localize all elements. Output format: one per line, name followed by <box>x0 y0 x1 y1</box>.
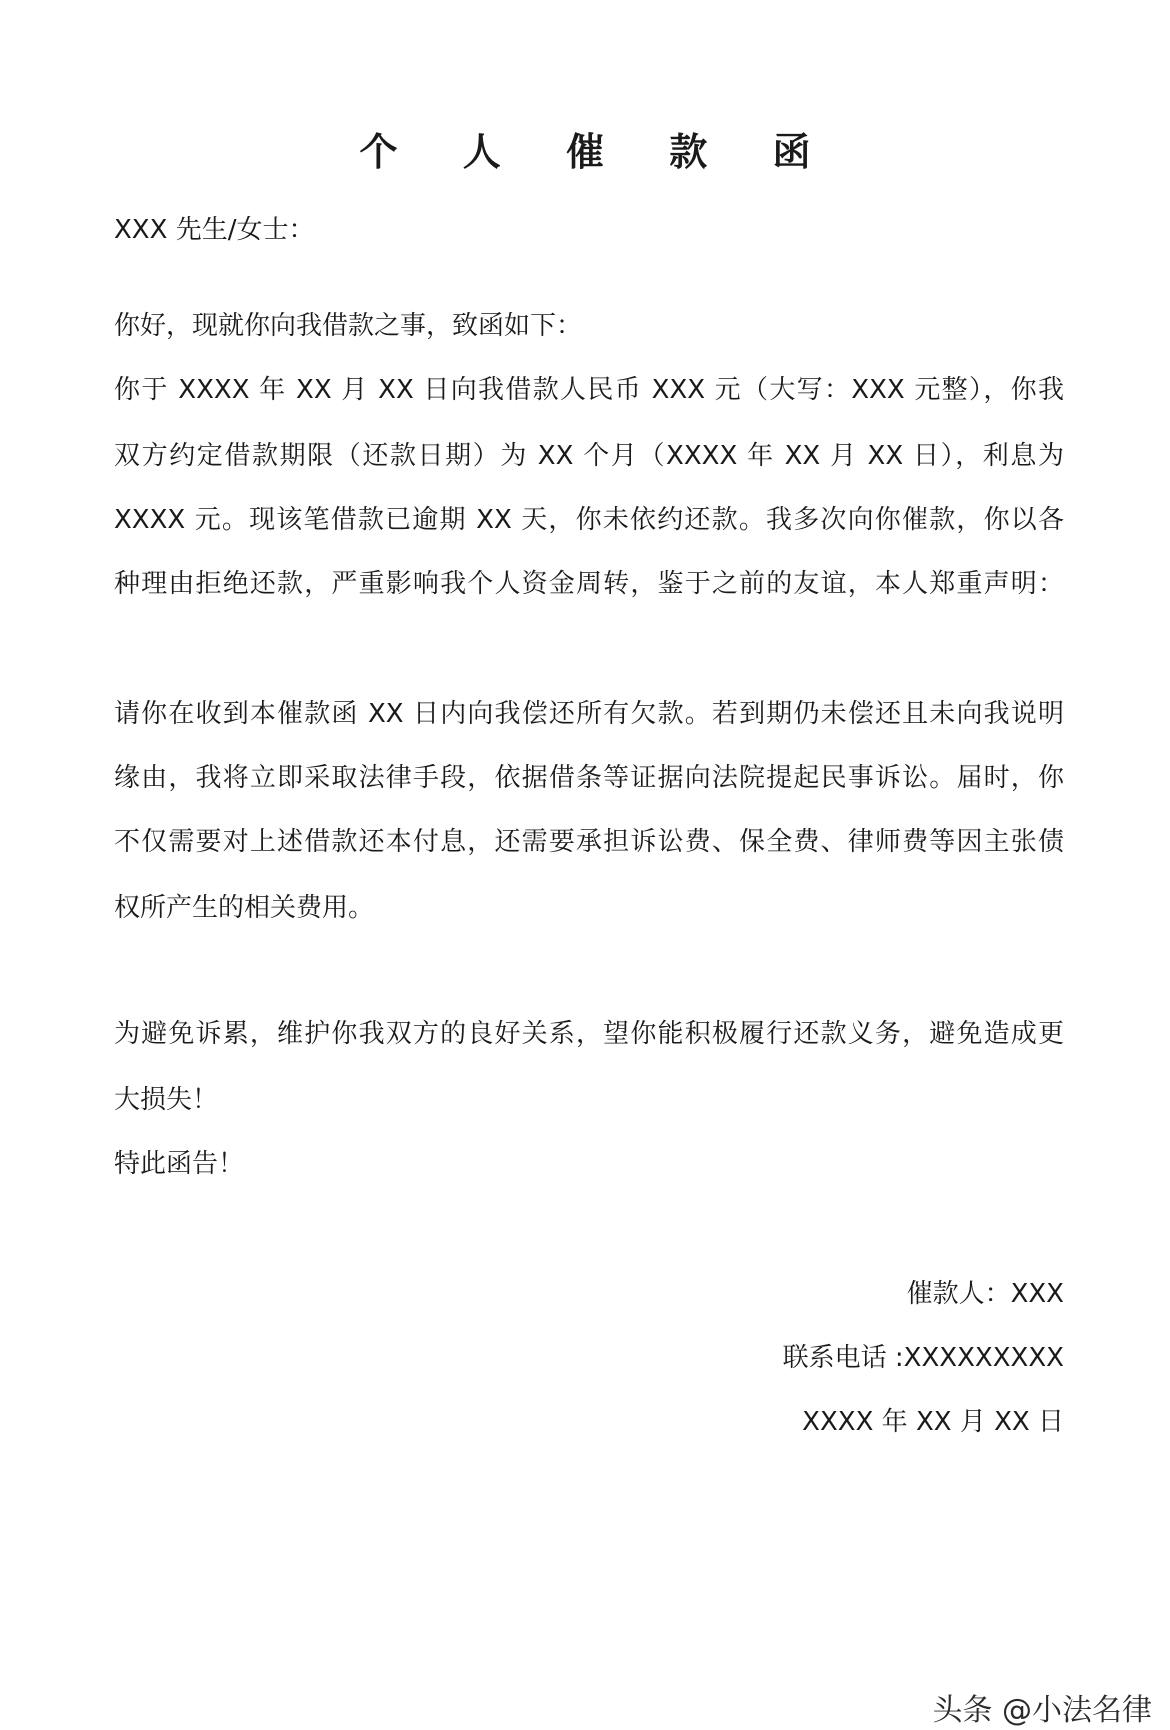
letter-title: 个 人 催 款 函 <box>359 130 837 174</box>
paragraph1-line4: 种理由拒绝还款，严重影响我个人资金周转，鉴于之前的友谊，本人郑重声明： <box>114 569 1064 599</box>
paragraph2-line1: 请你在收到本催款函 XX 日内向我偿还所有欠款。若到期仍未偿还且未向我说明 <box>114 699 1064 729</box>
paragraph1-line2: 双方约定借款期限（还款日期）为 XX 个月（XXXX 年 XX 月 XX 日），利息为 <box>114 441 1064 471</box>
paragraph1-line3: XXXX 元。现该笔借款已逾期 XX 天，你未依约还款。我多次向你催款，你以各 <box>114 505 1064 535</box>
paragraph3-line1: 为避免诉累，维护你我双方的良好关系，望你能积极履行还款义务，避免造成更 <box>114 1019 1064 1049</box>
paragraph1-line1: 你于 XXXX 年 XX 月 XX 日向我借款人民币 XXX 元（大写：XXX 元整），你我 <box>114 375 1064 405</box>
contact-phone: 联系电话 :XXXXXXXXX <box>782 1343 1064 1373</box>
salutation: XXX 先生/女士： <box>114 215 315 245</box>
paragraph2-line2: 缘由，我将立即采取法律手段，依据借条等证据向法院提起民事诉讼。届时，你 <box>114 763 1064 793</box>
paragraph2-line4: 权所产生的相关费用。 <box>114 893 375 923</box>
creditor-signature: 催款人：XXX <box>906 1279 1064 1309</box>
greeting: 你好，现就你向我借款之事，致函如下： <box>114 311 583 341</box>
closing-line: 特此函告！ <box>114 1149 245 1179</box>
paragraph2-line3: 不仅需要对上述借款还本付息，还需要承担诉讼费、保全费、律师费等因主张债 <box>114 827 1064 857</box>
source-watermark: 头条 @小法名律 <box>932 1693 1152 1728</box>
letter-date: XXXX 年 XX 月 XX 日 <box>802 1407 1064 1437</box>
paragraph3-line2: 大损失！ <box>114 1085 219 1115</box>
